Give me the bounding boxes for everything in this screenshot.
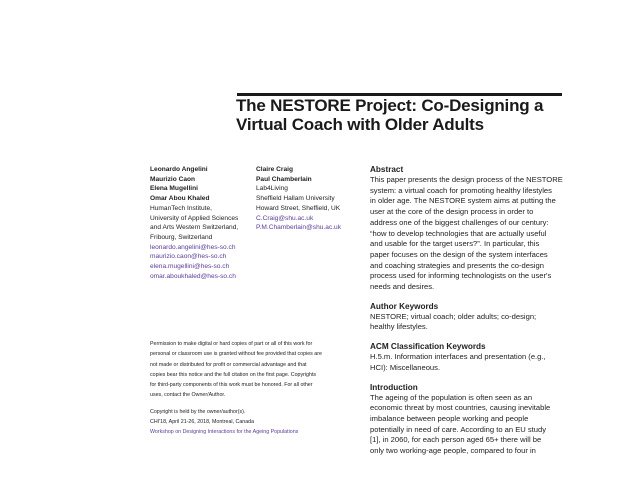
conference-line: CHI'18, April 21-26, 2018, Montreal, Canada — [150, 419, 255, 426]
abstract-line: process used for informing technologists on the user's — [370, 271, 552, 281]
affiliation-line: Lab4Living — [256, 185, 288, 193]
permission-line: personal or classroom use is granted without fee provided that copies are — [150, 351, 322, 358]
author-block-humantech — [150, 165, 258, 281]
permission-line: Permission to make digital or hard copies of part or all of this work for — [150, 341, 313, 347]
introduction-line: economic threat by most countries, causing inevitable — [370, 403, 551, 413]
right-column — [370, 164, 570, 465]
title-line: The NESTORE Project: Co-Designing a — [236, 96, 544, 115]
acm-heading: ACM Classification Keywords — [370, 342, 486, 352]
email-link[interactable]: omar.aboukhaled@hes-so.ch — [150, 272, 236, 280]
introduction-line: only two working-age people, compared to four in — [370, 446, 536, 456]
author-name: Paul Chamberlain — [256, 175, 312, 183]
introduction-line: The ageing of the population is often seen as an — [370, 392, 533, 402]
abstract-line: paper focuses on the design of the system interfaces — [370, 249, 548, 259]
permission-line: for third-party components of this work must be honored. For all other — [150, 382, 313, 389]
keywords-line: NESTORE; virtual coach; older adults; co-design; — [370, 311, 537, 321]
permission-line: not made or distributed for profit or commercial advantage and that — [150, 361, 307, 368]
abstract-line: This paper presents the design process of the NESTORE — [370, 175, 563, 184]
author-name: Maurizio Caon — [150, 175, 196, 183]
affiliation-line: HumanTech Institute, — [150, 204, 212, 212]
email-link[interactable]: P.M.Chamberlain@shu.ac.uk — [256, 224, 342, 232]
abstract-line: and coaching strategies and presents the co-design — [370, 260, 544, 270]
author-block-lab4living — [256, 165, 366, 233]
affiliation-line: Howard Street, Sheffield, UK — [256, 204, 341, 212]
author-name: Claire Craig — [256, 166, 294, 173]
affiliation-line: Sheffield Hallam University — [256, 195, 335, 203]
acm-line: H.5.m. Information interfaces and presentation (e.g., — [370, 352, 546, 362]
abstract-line: user at the core of the design process in order to — [370, 207, 534, 217]
permission-line: uses, contact the Owner/Author. — [150, 392, 226, 399]
email-link[interactable]: maurizio.caon@hes-so.ch — [150, 253, 227, 261]
abstract-body — [370, 175, 570, 293]
affiliation-line: and Arts Western Switzerland, — [150, 224, 239, 232]
abstract-line: address one of the biggest challenges of our century: — [370, 217, 549, 227]
introduction-line: [1], in 2060, for each person aged 65+ there will be — [370, 435, 542, 445]
acm-line: HCI): Miscellaneous. — [370, 362, 441, 372]
paper-title — [236, 96, 596, 134]
keywords-body — [370, 312, 570, 333]
introduction-line: imbalance between people working and people — [370, 413, 529, 423]
abstract-line: needs and desires. — [370, 282, 435, 292]
abstract-line: system: a virtual coach for promoting healthy lifestyles — [370, 185, 552, 195]
introduction-heading: Introduction — [370, 382, 418, 392]
abstract-line: “how to develop technologies that are actually useful — [370, 228, 547, 238]
email-link[interactable]: elena.mugellini@hes-so.ch — [150, 263, 230, 271]
abstract-heading: Abstract — [370, 165, 404, 174]
abstract-line: and usable for the target users?”. In particular, this — [370, 239, 540, 249]
copyright-notice — [150, 339, 360, 438]
email-link[interactable]: C.Craig@shu.ac.uk — [256, 214, 314, 222]
acm-body — [370, 352, 570, 373]
keywords-heading: Author Keywords — [370, 301, 439, 311]
abstract-line: in older age. The NESTORE system aims at putting the — [370, 196, 556, 206]
title-line: Virtual Coach with Older Adults — [236, 115, 484, 134]
keywords-line: healthy lifestyles. — [370, 322, 428, 332]
introduction-body — [370, 393, 570, 457]
affiliation-line: University of Applied Sciences — [150, 214, 239, 222]
permission-line: copies bear this notice and the full citation on the first page. Copyrights — [150, 371, 317, 378]
email-link[interactable]: leonardo.angelini@hes-so.ch — [150, 243, 236, 251]
author-name: Omar Abou Khaled — [150, 195, 210, 203]
affiliation-line: Fribourg, Switzerland — [150, 233, 213, 241]
author-name: Elena Mugellini — [150, 185, 198, 193]
introduction-line: potentially in need of care. According to an EU study — [370, 424, 547, 434]
workshop-link[interactable]: Workshop on Designing Interactions for the Ageing Populations — [150, 429, 299, 436]
copyright-line: Copyright is held by the owner/author(s). — [150, 408, 246, 415]
author-name: Leonardo Angelini — [150, 166, 208, 173]
